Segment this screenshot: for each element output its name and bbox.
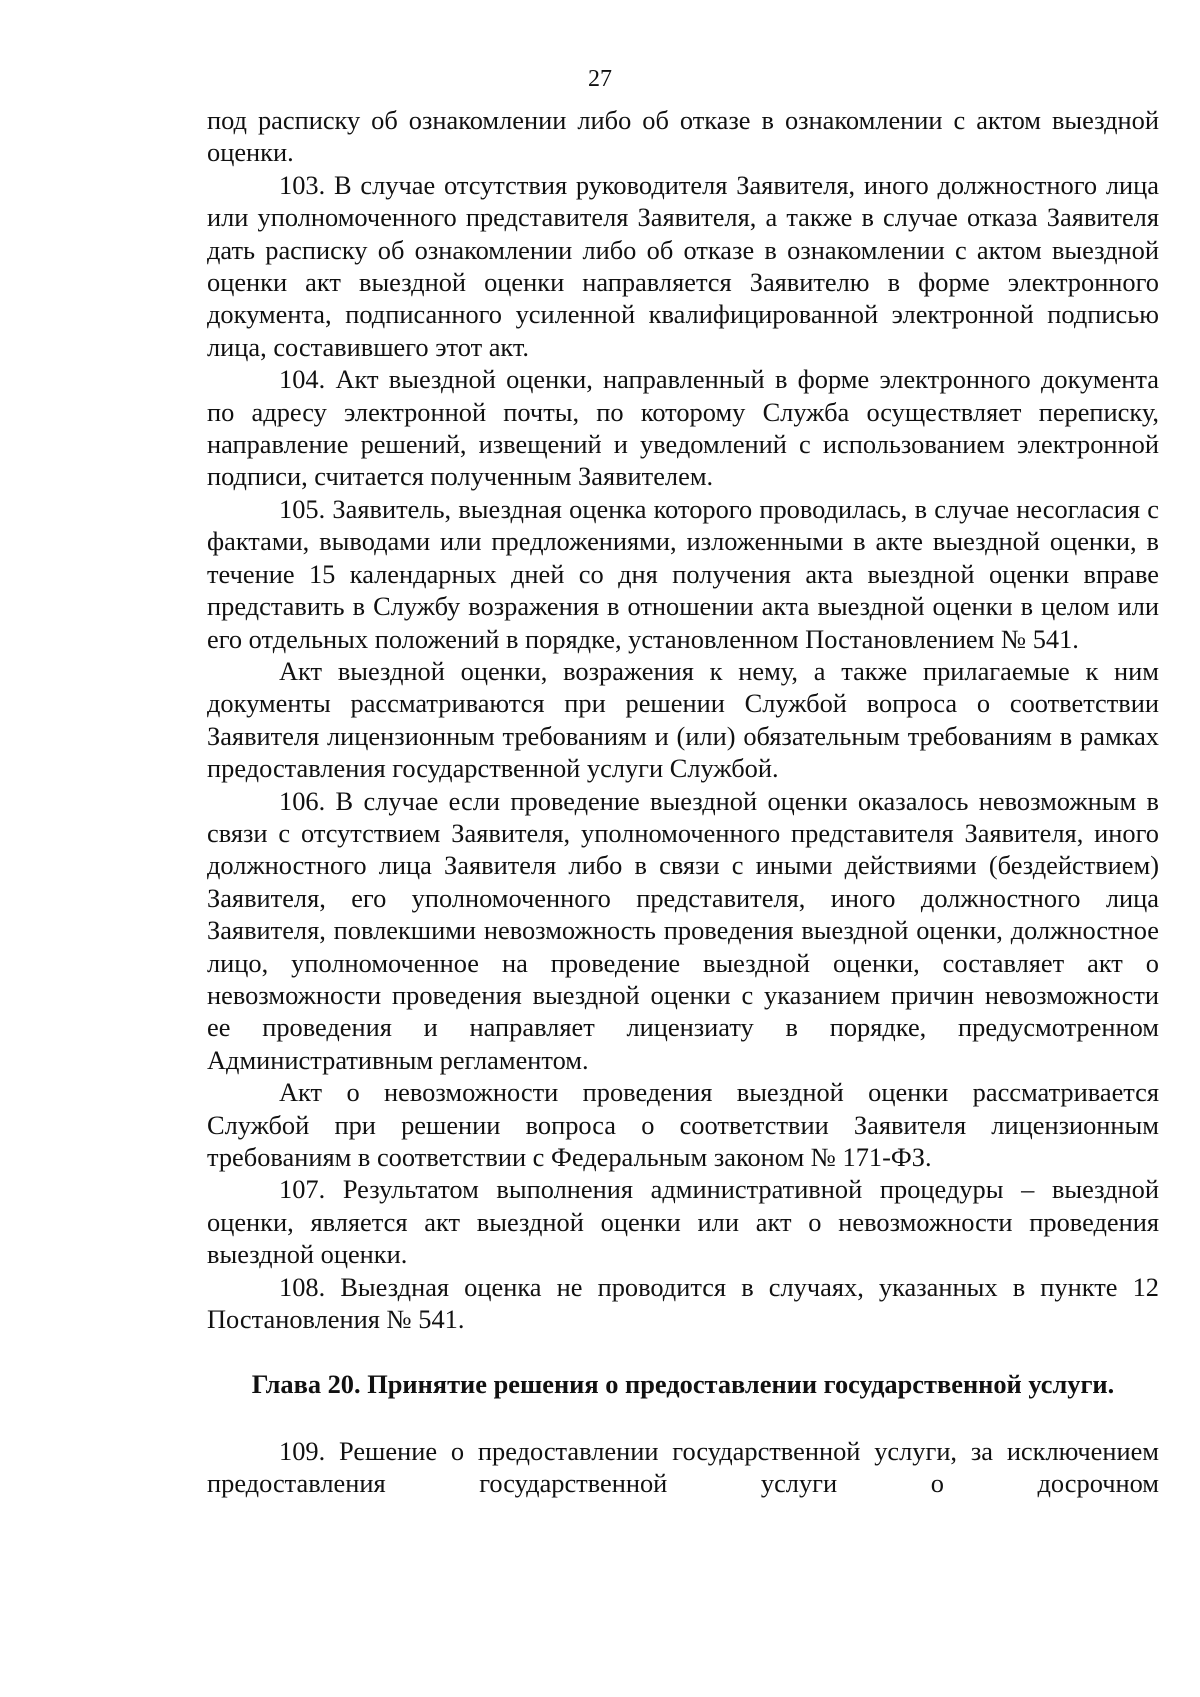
page-number: 27 [588,66,612,92]
paragraph-109: 109. Решение о предоставлении государственной услуги, за исключением предоставления государственной услуги о досрочном [207,1435,1159,1499]
paragraph-108: 108. Выездная оценка не проводится в случаях, указанных в пункте 12 Постановления № 541. [207,1271,1159,1335]
paragraph-105: 105. Заявитель, выездная оценка которого проводилась, в случае несогласия с фактами, выводами или предложениями, изложенными в акте выездной оценки, в течение 15 календарных дней со дня получения акта выездной оценки вправе представить в Службу возражения в отношении акта выездной оценки в целом или его отдельных положений в порядке, установленном Постановлением № 541. [207,493,1159,654]
paragraph-104: 104. Акт выездной оценки, направленный в форме электронного документа по адресу электронной почты, по которому Служба осуществляет переписку, направление решений, извещений и уведомлений с использованием электронной подписи, считается полученным Заявителем. [207,364,1159,492]
paragraph-105-continuation: Акт выездной оценки, возражения к нему, а также прилагаемые к ним документы рассматриваются при решении Службой вопроса о соответствии Заявителя лицензионным требованиям и (или) обязательным требованиям в рамках предоставления государственной услуги Службой. [207,655,1159,784]
paragraph-103: 103. В случае отсутствия руководителя Заявителя, иного должностного лица или уполномоченного представителя Заявителя, а также в случае отказа Заявителя дать расписку об ознакомлении либо об отказе в ознакомлении с актом выездной оценки акт выездной оценки направляется Заявителю в форме электронного документа, подписанного усиленной квалифицированной электронной подписью лица, составившего этот акт. [207,169,1159,362]
page-content [207,104,1159,1500]
paragraph-107: 107. Результатом выполнения административной процедуры – выездной оценки, является акт выездной оценки или акт о невозможности проведения выездной оценки. [207,1174,1159,1270]
paragraph-106-continuation: Акт о невозможности проведения выездной оценки рассматривается Службой при решении вопроса о соответствии Заявителя лицензионным требованиям в соответствии с Федеральным законом № 171-ФЗ. [207,1077,1159,1172]
paragraph-continuation: под расписку об ознакомлении либо об отказе в ознакомлении с актом выездной оценки. [207,105,1159,168]
chapter-heading: Глава 20. Принятие решения о предоставлении государственной услуги. [251,1369,1115,1400]
paragraph-106: 106. В случае если проведение выездной оценки оказалось невозможным в связи с отсутствием Заявителя, уполномоченного представителя Заявителя, иного должностного лица Заявителя либо в связи с иными действиями (бездействием) Заявителя, его уполномоченного представителя, иного должностного лица Заявителя, повлекшими невозможность проведения выездной оценки, должностное лицо, уполномоченное на проведение выездной оценки, составляет акт о невозможности проведения выездной оценки с указанием причин невозможности ее проведения и направляет лицензиату в порядке, предусмотренном Административным регламентом. [207,785,1159,1075]
